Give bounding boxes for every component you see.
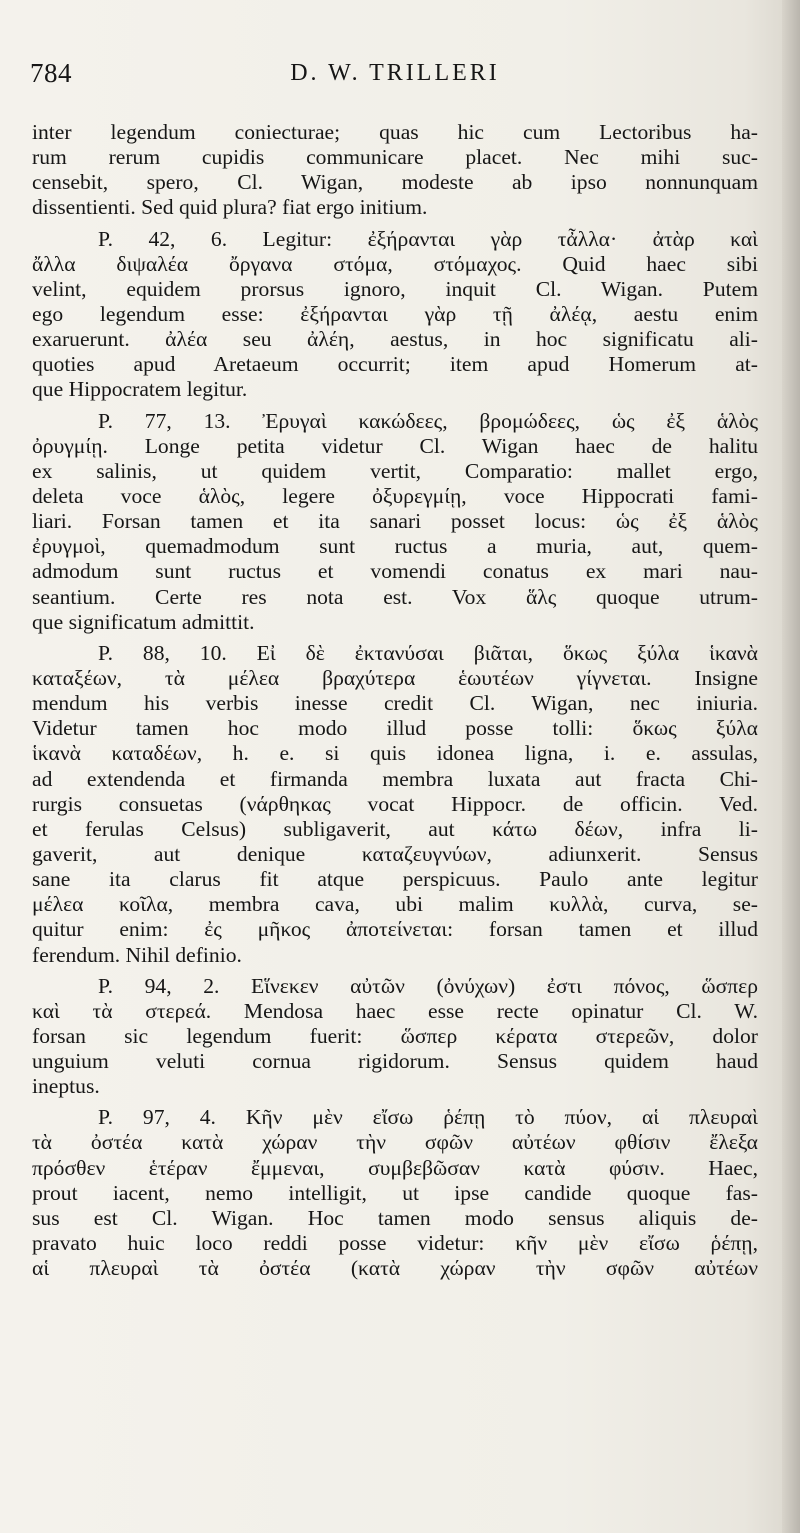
text-line: pravato huic loco reddi posse videtur: κῆν μὲν εἴσω ῥέπῃ, [32, 1231, 758, 1256]
text-line: ex salinis, ut quidem vertit, Comparatio: mallet ergo, [32, 458, 758, 483]
text-line: mendum his verbis inesse credit Cl. Wigan, nec iniuria. [32, 691, 758, 716]
text-line: ineptus. [32, 1074, 100, 1099]
text-line: καὶ τὰ στερεά. Mendosa haec esse recte opinatur Cl. W. [32, 998, 758, 1023]
text-line: τὰ ὀστέα κατὰ χώραν τὴν σφῶν αὐτέων φθίσιν ἔλεξα [32, 1130, 758, 1155]
text-line: καταξέων, τὰ μέλεα βραχύτερα ἑωυτέων γίγνεται. Insigne [32, 665, 758, 690]
text-line: ferendum. Nihil definio. [32, 942, 242, 967]
text-line: sus est Cl. Wigan. Hoc tamen modo sensus aliquis de- [32, 1205, 758, 1230]
text-line: que Hippocratem legitur. [32, 377, 248, 402]
text-line: αἱ πλευραὶ τὰ ὀστέα (κατὰ χώραν τὴν σφῶν αὐτέων [32, 1256, 758, 1281]
text-line: πρόσθεν ἑτέραν ἔμμεναι, συμβεβῶσαν κατὰ φύσιν. Haec, [32, 1155, 758, 1180]
text-line: gaverit, aut denique καταζευγνύων, adiunxerit. Sensus [32, 841, 758, 866]
text-line: ἐρυγμοὶ, quemadmodum sunt ructus a muria, aut, quem- [32, 534, 758, 559]
text-line: exaruerunt. ἀλέα seu ἀλέη, aestus, in hoc significatu ali- [32, 327, 758, 352]
text-line: et ferulas Celsus) subligaverit, aut κάτω δέων, infra li- [32, 816, 758, 841]
text-line: velint, equidem prorsus ignoro, inquit Cl. Wigan. Putem [32, 276, 758, 301]
text-line: censebit, spero, Cl. Wigan, modeste ab ipso nonnunquam [32, 170, 758, 195]
body-text [32, 120, 758, 1281]
text-line: μέλεα κοῖλα, membra cava, ubi malim κυλλὰ, curva, se- [32, 892, 758, 917]
text-line: seantium. Certe res nota est. Vox ἅλς quoque utrum- [32, 584, 758, 609]
text-line: rurgis consuetas (νάρθηκας vocat Hippocr. de officin. Ved. [32, 791, 758, 816]
text-line: ego legendum esse: ἐξήρανται γὰρ τῇ ἀλέᾳ, aestu enim [32, 301, 758, 326]
text-line: que significatum admittit. [32, 609, 255, 634]
page-header [30, 58, 760, 98]
text-line: dissentienti. Sed quid plura? fiat ergo initium. [32, 195, 428, 220]
text-line: P. 94, 2. Εἵνεκεν αὐτῶν (ὀνύχων) ἐστι πόνος, ὥσπερ [98, 973, 758, 998]
text-line: quoties apud Aretaeum occurrit; item apud Homerum at- [32, 352, 758, 377]
text-line: P. 77, 13. Ἐρυγαὶ κακώδεες, βρομώδεες, ὡς ἐξ ἁλὸς [98, 408, 758, 433]
text-line: sane ita clarus fit atque perspicuus. Paulo ante legitur [32, 867, 758, 892]
text-line: P. 88, 10. Εἰ δὲ ἐκτανύσαι βιᾶται, ὅκως ξύλα ἱκανὰ [98, 640, 758, 665]
text-line: admodum sunt ructus et vomendi conatus ex mari nau- [32, 559, 758, 584]
text-line: rum rerum cupidis communicare placet. Nec mihi suc- [32, 145, 758, 170]
text-line: unguium veluti cornua rigidorum. Sensus quidem haud [32, 1049, 758, 1074]
text-line: inter legendum coniecturae; quas hic cum Lectoribus ha- [32, 120, 758, 144]
text-line: liari. Forsan tamen et ita sanari posset locus: ὡς ἐξ ἁλὸς [32, 509, 758, 534]
text-line: Videtur tamen hoc modo illud posse tolli: ὅκως ξύλα [32, 716, 758, 741]
page-number: 784 [30, 58, 72, 88]
text-line: ad extendenda et firmanda membra luxata aut fracta Chi- [32, 766, 758, 791]
text-line: deleta voce ἁλὸς, legere ὀξυρεγμίῃ, voce Hippocrati fami- [32, 483, 758, 508]
text-line: ὀρυγμίῃ. Longe petita videtur Cl. Wigan haec de halitu [32, 433, 758, 458]
text-line: prout iacent, nemo intelligit, ut ipse candide quoque fas- [32, 1180, 758, 1205]
text-line: P. 97, 4. Κῆν μὲν εἴσω ῥέπῃ τὸ πύον, αἱ πλευραὶ [98, 1105, 758, 1130]
running-head: D. W. TRILLERI [290, 60, 500, 86]
text-line: ἱκανὰ καταδέων, h. e. si quis idonea ligna, i. e. assulas, [32, 741, 758, 766]
page-edge-shadow [782, 0, 800, 1533]
text-line: forsan sic legendum fuerit: ὥσπερ κέρατα στερεῶν, dolor [32, 1023, 758, 1048]
text-line: ἄλλα διψαλέα ὄργανα στόμα, στόμαχος. Quid haec sibi [32, 251, 758, 276]
text-line: quitur enim: ἐς μῆκος ἀποτείνεται: forsan tamen et illud [32, 917, 758, 942]
text-line: P. 42, 6. Legitur: ἐξήρανται γὰρ τἆλλα· ἀτὰρ καὶ [98, 226, 758, 251]
